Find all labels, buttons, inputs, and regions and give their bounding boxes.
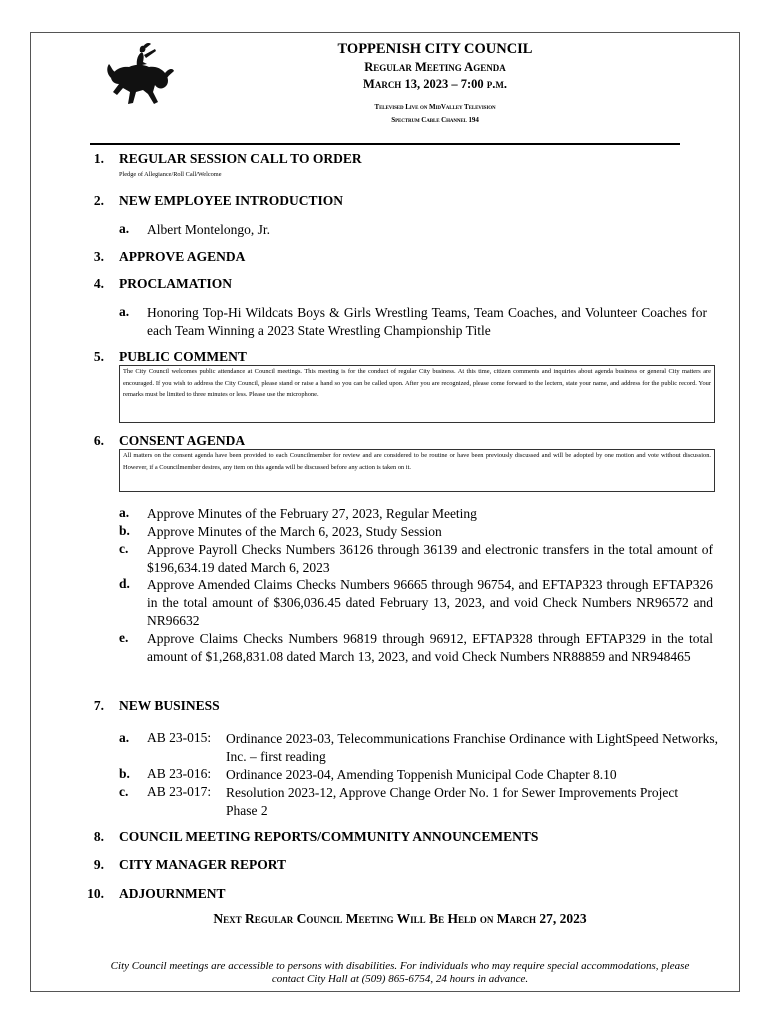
item-text: Albert Montelongo, Jr. [147,222,270,237]
section-title: NEW EMPLOYEE INTRODUCTION [119,193,344,208]
consent-agenda-notice: All matters on the consent agenda have been provided to each Councilmember for review and are considered to be routine or have been previously discussed and will be adopted by one motion and vote without discussion. However, if a Councilmember desires, any item on this agenda will be discussed before any action is taken on it. [119,449,715,492]
item-letter: c. [119,784,129,799]
item-letter: b. [119,766,130,781]
item-text: Approve Claims Checks Numbers 96819 through 96912, EFTAP328 through EFTAP329 in the total amount of $1,268,831.08 dated March 13, 2023, and void Check Numbers NR88859 and NR948465 [147,631,713,664]
section-title: REGULAR SESSION CALL TO ORDER [119,151,362,166]
item-letter: a. [119,221,130,236]
section-title: NEW BUSINESS [119,698,220,713]
televised-note: Televised Live on MidValley Television [374,103,496,111]
item-letter: a. [119,304,130,319]
item-letter: b. [119,523,130,538]
item-letter: a. [119,730,130,745]
item-letter: c. [119,541,129,556]
section-number: 8. [93,829,104,844]
section-number: 6. [93,433,104,448]
section-number: 1. [93,151,104,166]
section-title: APPROVE AGENDA [119,249,246,264]
section-title: CONSENT AGENDA [119,433,246,448]
item-letter: d. [119,576,130,591]
item-text: Ordinance 2023-04, Amending Toppenish Municipal Code Chapter 8.10 [226,767,617,782]
section-number: 7. [93,698,104,713]
item-text: Approve Minutes of the February 27, 2023, Regular Meeting [147,506,477,521]
section-number: 10. [87,886,104,901]
council-name: TOPPENISH CITY COUNCIL [337,41,533,57]
section-number: 4. [93,276,104,291]
section-title: COUNCIL MEETING REPORTS/COMMUNITY ANNOUNCEMENTS [119,829,539,844]
section-number: 5. [93,349,104,364]
section-title: ADJOURNMENT [119,886,226,901]
agenda-bill-code: AB 23-015: [147,730,212,745]
item-text: Ordinance 2023-03, Telecommunications Franchise Ordinance with LightSpeed Networks, Inc. – first reading [226,731,718,764]
section-number: 9. [93,857,104,872]
bucking-bronco-logo-icon [103,40,175,112]
next-meeting-notice: Next Regular Council Meeting Will Be Held on March 27, 2023 [213,911,587,926]
channel-note: Spectrum Cable Channel 194 [391,116,479,124]
item-letter: a. [119,505,130,520]
agenda-bill-code: AB 23-017: [147,784,212,799]
section-title: CITY MANAGER REPORT [119,857,287,872]
public-comment-notice: The City Council welcomes public attendance at Council meetings. This meeting is for the conduct of regular City business. At this time, citizen comments and inquiries about agenda business or general City matters are encouraged. If you wish to address the City Council, please stand or raise a hand so you can be called upon. After you are recognized, please come forward to the lectern, state your name, and address for the public record. Your remarks must be limited to three minutes or less. Please use the microphone. [119,365,715,423]
item-text: Approve Minutes of the March 6, 2023, Study Session [147,524,442,539]
item-text: Approve Payroll Checks Numbers 36126 through 36139 and electronic transfers in the total amount of $196,634.19 dated March 6, 2023 [147,542,713,575]
meeting-date: March 13, 2023 – 7:00 p.m. [363,77,507,91]
section-title: PUBLIC COMMENT [119,349,247,364]
agenda-bill-code: AB 23-016: [147,766,212,781]
item-letter: e. [119,630,129,645]
item-text: Honoring Top-Hi Wildcats Boys & Girls Wrestling Teams, Team Coaches, and Volunteer Coaches for each Team Winning a 2023 State Wrestling Championship Title [147,305,707,338]
agenda-type: Regular Meeting Agenda [364,60,506,74]
accessibility-footer: City Council meetings are accessible to persons with disabilities. For individuals who may require special accommodations, please contact City Hall at (509) 865-6754, 24 hours in advance. [110,960,690,985]
item-text: Approve Amended Claims Checks Numbers 96665 through 96754, and EFTAP323 through EFTAP326 in the total amount of $306,036.45 dated February 13, 2023, and void Check Numbers NR96572 and NR96632 [147,577,713,628]
item-text: Resolution 2023-12, Approve Change Order No. 1 for Sewer Improvements Project Phase 2 [226,785,679,818]
header-rule [90,143,680,145]
section-title: PROCLAMATION [119,276,232,291]
section-number: 2. [93,193,104,208]
section-note: Pledge of Allegiance/Roll Call/Welcome [119,171,222,178]
section-number: 3. [93,249,104,264]
